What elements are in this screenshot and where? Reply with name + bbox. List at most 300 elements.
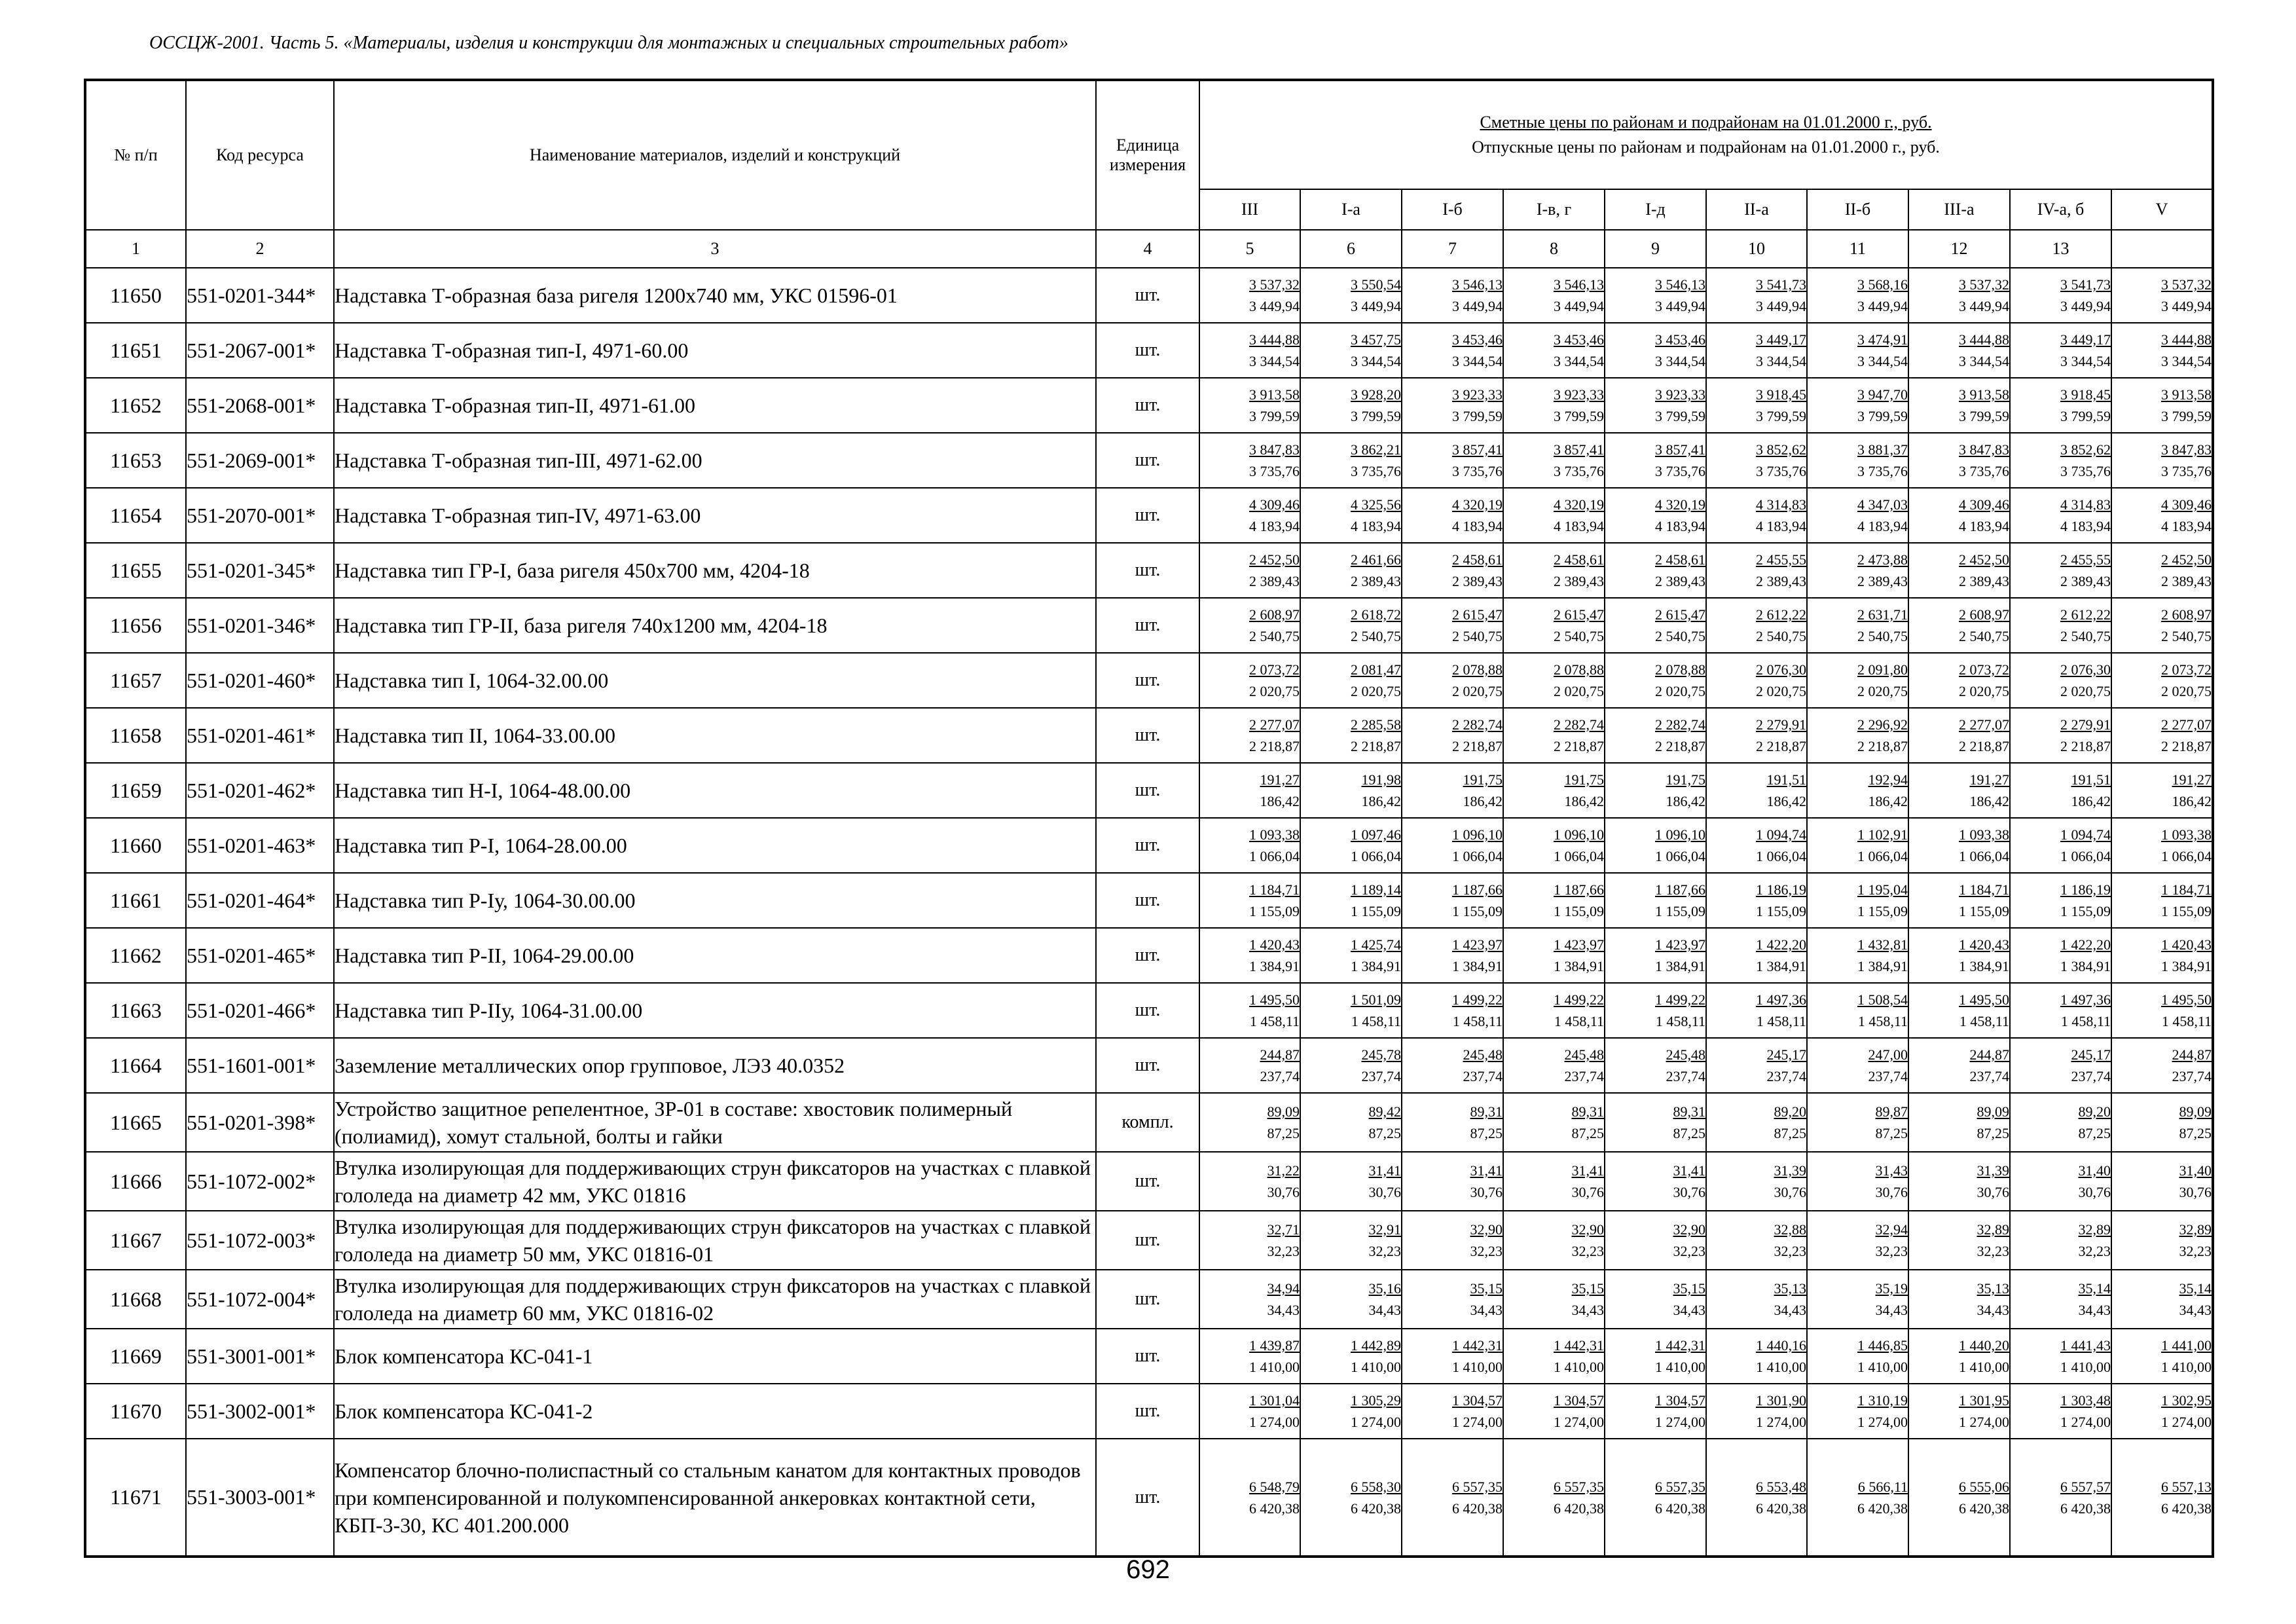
price-cell <box>2010 763 2111 818</box>
release-price: 87,25 <box>1470 1125 1503 1141</box>
price-cell <box>2111 1439 2213 1557</box>
price-cell <box>1300 488 1402 543</box>
estimate-price: 3 546,13 <box>1554 276 1604 293</box>
price-cell <box>2111 433 2213 488</box>
price-cell <box>1807 928 1908 983</box>
header-column-number: 7 <box>1402 230 1503 268</box>
price-cell <box>1199 983 1300 1038</box>
release-price: 1 274,00 <box>1249 1414 1300 1430</box>
resource-code: 551-0201-460* <box>186 653 334 708</box>
price-cell <box>1199 653 1300 708</box>
estimate-price: 3 847,83 <box>2161 441 2212 458</box>
release-price: 3 799,59 <box>1452 408 1503 424</box>
estimate-price: 1 508,54 <box>1857 991 1908 1008</box>
estimate-price: 3 444,88 <box>1249 331 1300 348</box>
header-column-number: 5 <box>1199 230 1300 268</box>
price-cell <box>1199 928 1300 983</box>
price-cell <box>1605 1384 1706 1439</box>
release-price: 4 183,94 <box>1554 518 1604 534</box>
row-number: 11658 <box>85 708 186 763</box>
price-cell <box>1807 763 1908 818</box>
price-cell <box>1300 1439 1402 1557</box>
release-price: 3 735,76 <box>1554 463 1604 479</box>
table-row <box>85 543 2213 598</box>
estimate-price: 3 541,73 <box>1756 276 1806 293</box>
row-number: 11651 <box>85 323 186 378</box>
price-cell <box>1199 323 1300 378</box>
unit-of-measure: шт. <box>1096 598 1199 653</box>
release-price: 87,25 <box>1875 1125 1908 1141</box>
release-price: 3 799,59 <box>2161 408 2212 424</box>
unit-of-measure: шт. <box>1096 763 1199 818</box>
release-price: 3 735,76 <box>1959 463 2009 479</box>
release-price: 1 155,09 <box>1249 903 1300 919</box>
estimate-price: 2 073,72 <box>1959 661 2009 678</box>
header-region: IV-а, б <box>2010 189 2111 230</box>
table-row <box>85 1093 2213 1152</box>
estimate-price: 1 304,57 <box>1554 1392 1604 1409</box>
release-price: 34,43 <box>1875 1302 1908 1318</box>
price-cell <box>1503 928 1605 983</box>
estimate-price: 3 857,41 <box>1452 441 1503 458</box>
price-cell <box>1503 1152 1605 1211</box>
release-price: 2 540,75 <box>2060 628 2111 644</box>
estimate-price: 1 186,19 <box>2060 881 2111 898</box>
release-price: 1 155,09 <box>1756 903 1806 919</box>
price-cell <box>2010 598 2111 653</box>
estimate-price: 32,89 <box>1977 1221 2009 1238</box>
price-cell <box>1706 543 1807 598</box>
release-price: 3 449,94 <box>2060 298 2111 314</box>
estimate-price: 2 073,72 <box>2161 661 2212 678</box>
release-price: 30,76 <box>1571 1184 1604 1200</box>
price-cell <box>1199 598 1300 653</box>
price-cell <box>1402 928 1503 983</box>
release-price: 1 274,00 <box>1857 1414 1908 1430</box>
estimate-price: 1 423,97 <box>1452 936 1503 953</box>
header-region: III <box>1199 189 1300 230</box>
estimate-price: 2 078,88 <box>1554 661 1604 678</box>
resource-code: 551-1072-003* <box>186 1211 334 1270</box>
release-price: 237,74 <box>2172 1068 2212 1084</box>
price-cell <box>1605 378 1706 433</box>
release-price: 2 218,87 <box>1959 738 2009 754</box>
price-cell <box>1402 268 1503 323</box>
price-cell <box>1300 1038 1402 1093</box>
estimate-price: 1 184,71 <box>2161 881 2212 898</box>
estimate-price: 3 847,83 <box>1249 441 1300 458</box>
estimate-price: 1 497,36 <box>2060 991 2111 1008</box>
release-price: 2 020,75 <box>1452 683 1503 699</box>
estimate-price: 1 423,97 <box>1655 936 1705 953</box>
estimate-price: 2 091,80 <box>1857 661 1908 678</box>
release-price: 2 389,43 <box>1959 573 2009 589</box>
item-name: Компенсатор блочно-полиспастный со стальным канатом для контактных проводов при компенсированной и полукомпенсированной анкеровках контактной сети, КБП-3-30, КС 401.200.000 <box>334 1439 1096 1557</box>
release-price: 87,25 <box>1267 1125 1300 1141</box>
price-cell <box>1199 543 1300 598</box>
price-cell <box>1300 1152 1402 1211</box>
price-cell <box>1503 873 1605 928</box>
estimate-price: 3 913,58 <box>1959 386 2009 403</box>
estimate-price: 3 852,62 <box>2060 441 2111 458</box>
price-cell <box>1199 873 1300 928</box>
price-cell <box>1605 818 1706 873</box>
price-cell <box>1807 708 1908 763</box>
estimate-price: 1 440,20 <box>1959 1337 2009 1354</box>
price-cell <box>2010 1329 2111 1384</box>
estimate-price: 191,51 <box>2071 771 2111 788</box>
estimate-price: 191,75 <box>1463 771 1503 788</box>
price-cell <box>1300 653 1402 708</box>
estimate-price: 1 422,20 <box>1756 936 1806 953</box>
estimate-price: 35,13 <box>1977 1280 2009 1297</box>
estimate-price: 3 947,70 <box>1857 386 1908 403</box>
estimate-price: 1 184,71 <box>1959 881 2009 898</box>
table-row <box>85 873 2213 928</box>
release-price: 3 449,94 <box>1756 298 1806 314</box>
estimate-price: 1 446,85 <box>1857 1337 1908 1354</box>
price-cell <box>2010 1439 2111 1557</box>
estimate-price: 89,31 <box>1673 1103 1705 1120</box>
resource-code: 551-0201-461* <box>186 708 334 763</box>
price-cell <box>1199 268 1300 323</box>
item-name: Надставка тип Р-IIу, 1064-31.00.00 <box>334 983 1096 1038</box>
release-price: 186,42 <box>1969 793 2009 809</box>
release-price: 1 274,00 <box>1452 1414 1503 1430</box>
price-cell <box>1807 983 1908 1038</box>
price-cell <box>1402 378 1503 433</box>
table-row <box>85 488 2213 543</box>
price-cell <box>1706 268 1807 323</box>
estimate-price: 2 078,88 <box>1452 661 1503 678</box>
release-price: 3 344,54 <box>1249 353 1300 369</box>
price-cell <box>1402 598 1503 653</box>
price-cell <box>1605 1211 1706 1270</box>
price-cell <box>2010 488 2111 543</box>
item-name: Втулка изолирующая для поддерживающих струн фиксаторов на участках с плавкой гололеда на диаметр 50 мм, УКС 01816-01 <box>334 1211 1096 1270</box>
resource-code: 551-2069-001* <box>186 433 334 488</box>
price-cell <box>1300 323 1402 378</box>
price-cell <box>1503 543 1605 598</box>
price-cell <box>1605 928 1706 983</box>
estimate-price: 191,75 <box>1666 771 1705 788</box>
estimate-price: 191,75 <box>1564 771 1604 788</box>
estimate-price: 31,40 <box>2179 1162 2212 1179</box>
estimate-price: 245,48 <box>1463 1046 1503 1063</box>
price-cell <box>1300 598 1402 653</box>
unit-of-measure: шт. <box>1096 378 1199 433</box>
release-price: 2 540,75 <box>1452 628 1503 644</box>
price-cell <box>1503 433 1605 488</box>
release-price: 2 540,75 <box>1351 628 1401 644</box>
estimate-price: 1 499,22 <box>1655 991 1705 1008</box>
resource-code: 551-0201-345* <box>186 543 334 598</box>
price-cell <box>1706 1329 1807 1384</box>
resource-code: 551-2070-001* <box>186 488 334 543</box>
estimate-price: 4 320,19 <box>1452 496 1503 513</box>
price-cell <box>2111 323 2213 378</box>
price-cell <box>1402 1270 1503 1329</box>
row-number: 11662 <box>85 928 186 983</box>
price-cell <box>1300 543 1402 598</box>
price-cell <box>2111 653 2213 708</box>
estimate-price: 1 094,74 <box>2060 826 2111 843</box>
release-price: 32,23 <box>2179 1243 2212 1259</box>
estimate-price: 2 452,50 <box>1959 551 2009 568</box>
header-column-number: 4 <box>1096 230 1199 268</box>
price-cell <box>1706 653 1807 708</box>
price-cell <box>1706 1270 1807 1329</box>
release-price: 1 384,91 <box>1959 958 2009 974</box>
header-prices-estimate: Сметные цены по районам и подрайонам на 01.01.2000 г., руб. <box>1480 113 1932 132</box>
price-cell <box>2010 653 2111 708</box>
resource-code: 551-0201-398* <box>186 1093 334 1152</box>
estimate-price: 3 913,58 <box>1249 386 1300 403</box>
header-column-number: 6 <box>1300 230 1402 268</box>
estimate-price: 4 314,83 <box>1756 496 1806 513</box>
resource-code: 551-0201-346* <box>186 598 334 653</box>
estimate-price: 32,91 <box>1368 1221 1401 1238</box>
estimate-price: 2 279,91 <box>2060 716 2111 733</box>
estimate-price: 4 325,56 <box>1351 496 1401 513</box>
release-price: 34,43 <box>1774 1302 1806 1318</box>
row-number: 11669 <box>85 1329 186 1384</box>
item-name: Блок компенсатора КС-041-2 <box>334 1384 1096 1439</box>
price-cell <box>1807 873 1908 928</box>
estimate-price: 1 195,04 <box>1857 881 1908 898</box>
estimate-price: 2 458,61 <box>1554 551 1604 568</box>
release-price: 186,42 <box>1766 793 1806 809</box>
estimate-price: 191,27 <box>1969 771 2009 788</box>
estimate-price: 2 277,07 <box>1249 716 1300 733</box>
release-price: 237,74 <box>1766 1068 1806 1084</box>
release-price: 1 410,00 <box>1249 1359 1300 1375</box>
price-cell <box>1807 433 1908 488</box>
header-column-number: 2 <box>186 230 334 268</box>
unit-of-measure: шт. <box>1096 873 1199 928</box>
price-cell <box>1807 818 1908 873</box>
release-price: 2 218,87 <box>1655 738 1705 754</box>
price-cell <box>2111 1211 2213 1270</box>
estimate-price: 31,22 <box>1267 1162 1300 1179</box>
estimate-price: 1 495,50 <box>1249 991 1300 1008</box>
estimate-price: 1 442,31 <box>1554 1337 1604 1354</box>
price-cell <box>1199 488 1300 543</box>
price-cell <box>1402 1329 1503 1384</box>
release-price: 2 020,75 <box>1351 683 1401 699</box>
row-number: 11667 <box>85 1211 186 1270</box>
release-price: 2 389,43 <box>1554 573 1604 589</box>
release-price: 1 066,04 <box>1756 848 1806 864</box>
unit-of-measure: шт. <box>1096 653 1199 708</box>
release-price: 30,76 <box>1267 1184 1300 1200</box>
release-price: 2 218,87 <box>1351 738 1401 754</box>
price-cell <box>1706 763 1807 818</box>
release-price: 32,23 <box>1774 1243 1806 1259</box>
release-price: 3 344,54 <box>2161 353 2212 369</box>
estimate-price: 2 282,74 <box>1452 716 1503 733</box>
price-cell <box>1605 1329 1706 1384</box>
release-price: 1 384,91 <box>1351 958 1401 974</box>
release-price: 1 458,11 <box>1351 1013 1401 1029</box>
estimate-price: 2 279,91 <box>1756 716 1806 733</box>
price-cell <box>1807 268 1908 323</box>
unit-of-measure: шт. <box>1096 433 1199 488</box>
estimate-price: 3 537,32 <box>2161 276 2212 293</box>
release-price: 4 183,94 <box>1655 518 1705 534</box>
price-cell <box>1402 873 1503 928</box>
release-price: 4 183,94 <box>2161 518 2212 534</box>
release-price: 237,74 <box>1969 1068 2009 1084</box>
price-cell <box>2010 1038 2111 1093</box>
release-price: 1 384,91 <box>1554 958 1604 974</box>
price-cell <box>1300 378 1402 433</box>
unit-of-measure: шт. <box>1096 1152 1199 1211</box>
estimate-price: 35,15 <box>1470 1280 1503 1297</box>
price-cell <box>1706 1152 1807 1211</box>
release-price: 4 183,94 <box>1756 518 1806 534</box>
estimate-price: 6 566,11 <box>1857 1478 1908 1495</box>
release-price: 30,76 <box>1470 1184 1503 1200</box>
release-price: 1 155,09 <box>1351 903 1401 919</box>
estimate-price: 3 928,20 <box>1351 386 1401 403</box>
price-cell <box>1402 818 1503 873</box>
price-cell <box>1807 543 1908 598</box>
release-price: 2 540,75 <box>1655 628 1705 644</box>
estimate-price: 89,31 <box>1571 1103 1604 1120</box>
price-cell <box>1706 378 1807 433</box>
price-cell <box>1908 1038 2010 1093</box>
release-price: 3 344,54 <box>1857 353 1908 369</box>
price-cell <box>2010 928 2111 983</box>
release-price: 6 420,38 <box>1249 1500 1300 1517</box>
price-cell <box>1503 323 1605 378</box>
price-cell <box>1706 873 1807 928</box>
price-cell <box>1503 1439 1605 1557</box>
release-price: 3 799,59 <box>1959 408 2009 424</box>
estimate-price: 1 094,74 <box>1756 826 1806 843</box>
price-cell <box>1402 1384 1503 1439</box>
release-price: 1 458,11 <box>1554 1013 1604 1029</box>
estimate-price: 3 537,32 <box>1249 276 1300 293</box>
estimate-price: 192,94 <box>1868 771 1908 788</box>
release-price: 186,42 <box>1564 793 1604 809</box>
price-cell <box>1706 1038 1807 1093</box>
estimate-price: 31,39 <box>1774 1162 1806 1179</box>
price-cell <box>1503 1038 1605 1093</box>
estimate-price: 245,17 <box>2071 1046 2111 1063</box>
estimate-price: 32,94 <box>1875 1221 1908 1238</box>
release-price: 1 384,91 <box>1857 958 1908 974</box>
header-prices-release: Отпускные цены по районам и подрайонам на 01.01.2000 г., руб. <box>1472 138 1940 157</box>
price-cell <box>1605 873 1706 928</box>
estimate-price: 2 608,97 <box>2161 606 2212 623</box>
price-cell <box>1199 1384 1300 1439</box>
page-number: 692 <box>1126 1555 1170 1584</box>
price-cell <box>1605 1270 1706 1329</box>
release-price: 87,25 <box>1673 1125 1705 1141</box>
release-price: 3 735,76 <box>2161 463 2212 479</box>
release-price: 30,76 <box>2078 1184 2111 1200</box>
estimate-price: 31,41 <box>1368 1162 1401 1179</box>
release-price: 237,74 <box>1666 1068 1705 1084</box>
row-number: 11665 <box>85 1093 186 1152</box>
release-price: 1 066,04 <box>1452 848 1503 864</box>
estimate-price: 31,43 <box>1875 1162 1908 1179</box>
price-cell <box>2010 1093 2111 1152</box>
price-cell <box>1908 653 2010 708</box>
estimate-price: 1 303,48 <box>2060 1392 2111 1409</box>
item-name: Надставка тип Р-Iу, 1064-30.00.00 <box>334 873 1096 928</box>
release-price: 6 420,38 <box>1756 1500 1806 1517</box>
release-price: 34,43 <box>2179 1302 2212 1318</box>
release-price: 1 155,09 <box>1857 903 1908 919</box>
estimate-price: 32,90 <box>1571 1221 1604 1238</box>
header-column-number: 10 <box>1706 230 1807 268</box>
estimate-price: 191,27 <box>1260 771 1300 788</box>
release-price: 30,76 <box>1673 1184 1705 1200</box>
price-cell <box>1199 1093 1300 1152</box>
price-cell <box>2010 873 2111 928</box>
price-cell <box>1807 1270 1908 1329</box>
price-cell <box>1908 818 2010 873</box>
release-price: 30,76 <box>1977 1184 2009 1200</box>
estimate-price: 2 282,74 <box>1554 716 1604 733</box>
estimate-price: 6 557,57 <box>2060 1478 2111 1495</box>
header-region: I-б <box>1402 189 1503 230</box>
estimate-price: 2 073,72 <box>1249 661 1300 678</box>
price-cell <box>2010 323 2111 378</box>
release-price: 1 410,00 <box>2060 1359 2111 1375</box>
table-row <box>85 763 2213 818</box>
estimate-price: 1 442,31 <box>1452 1337 1503 1354</box>
row-number: 11654 <box>85 488 186 543</box>
estimate-price: 1 304,57 <box>1452 1392 1503 1409</box>
resource-code: 551-0201-464* <box>186 873 334 928</box>
header-unit: Единица измерения <box>1096 80 1199 230</box>
header-region: I-а <box>1300 189 1402 230</box>
price-cell <box>1503 378 1605 433</box>
estimate-price: 1 302,95 <box>2161 1392 2212 1409</box>
unit-of-measure: шт. <box>1096 708 1199 763</box>
estimate-price: 244,87 <box>2172 1046 2212 1063</box>
price-cell <box>1908 1093 2010 1152</box>
row-number: 11655 <box>85 543 186 598</box>
release-price: 2 540,75 <box>1857 628 1908 644</box>
release-price: 1 066,04 <box>1554 848 1604 864</box>
estimate-price: 2 277,07 <box>2161 716 2212 733</box>
header-region: III-а <box>1908 189 2010 230</box>
estimate-price: 3 918,45 <box>1756 386 1806 403</box>
unit-of-measure: шт. <box>1096 488 1199 543</box>
estimate-price: 1 422,20 <box>2060 936 2111 953</box>
estimate-price: 3 541,73 <box>2060 276 2111 293</box>
estimate-price: 3 550,54 <box>1351 276 1401 293</box>
release-price: 3 449,94 <box>1554 298 1604 314</box>
price-cell <box>2111 763 2213 818</box>
header-prices <box>1199 80 2213 189</box>
estimate-price: 35,13 <box>1774 1280 1806 1297</box>
price-cell <box>1706 708 1807 763</box>
estimate-price: 89,20 <box>1774 1103 1806 1120</box>
release-price: 2 218,87 <box>1554 738 1604 754</box>
release-price: 186,42 <box>1868 793 1908 809</box>
release-price: 1 384,91 <box>2060 958 2111 974</box>
estimate-price: 2 078,88 <box>1655 661 1705 678</box>
release-price: 1 274,00 <box>1554 1414 1604 1430</box>
release-price: 3 735,76 <box>2060 463 2111 479</box>
table-row <box>85 1329 2213 1384</box>
